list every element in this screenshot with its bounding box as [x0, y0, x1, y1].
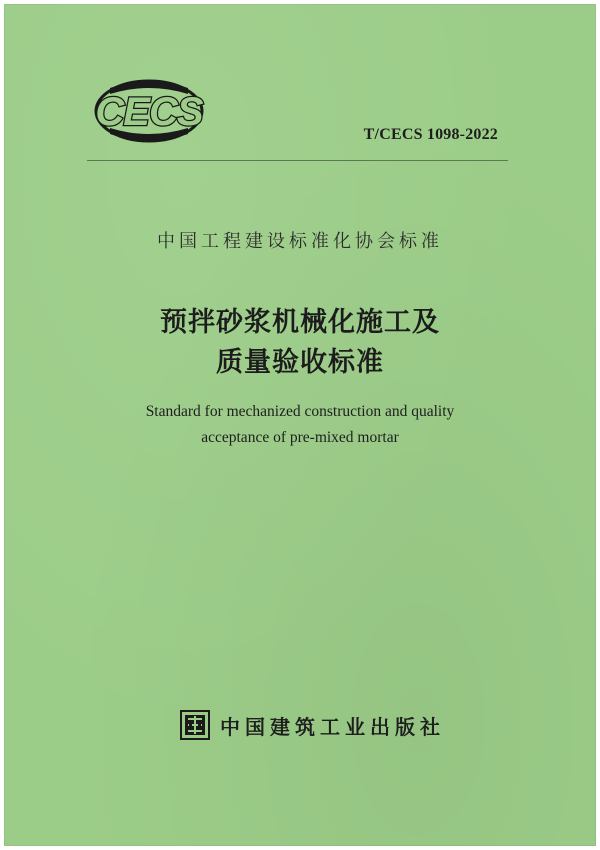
title-en-line1: Standard for mechanized construction and quality — [145, 403, 455, 420]
standard-number: T/CECS 1098-2022 — [363, 126, 498, 143]
title-zh-line1: 预拌砂浆机械化施工及 — [160, 307, 440, 338]
publisher — [180, 708, 445, 742]
header-divider — [87, 160, 508, 161]
publisher-name: 中国建筑工业出版社 — [220, 714, 445, 739]
association-title: 中国工程建设标准化协会标准 — [157, 231, 443, 252]
cecs-logo-icon — [90, 78, 208, 144]
title-zh-line2: 质量验收标准 — [216, 347, 384, 378]
title-en-line2: acceptance of pre-mixed mortar — [201, 429, 399, 446]
book-cover — [4, 4, 596, 846]
publisher-logo-icon — [180, 710, 210, 740]
cecs-logo-text: CECS — [95, 90, 203, 134]
